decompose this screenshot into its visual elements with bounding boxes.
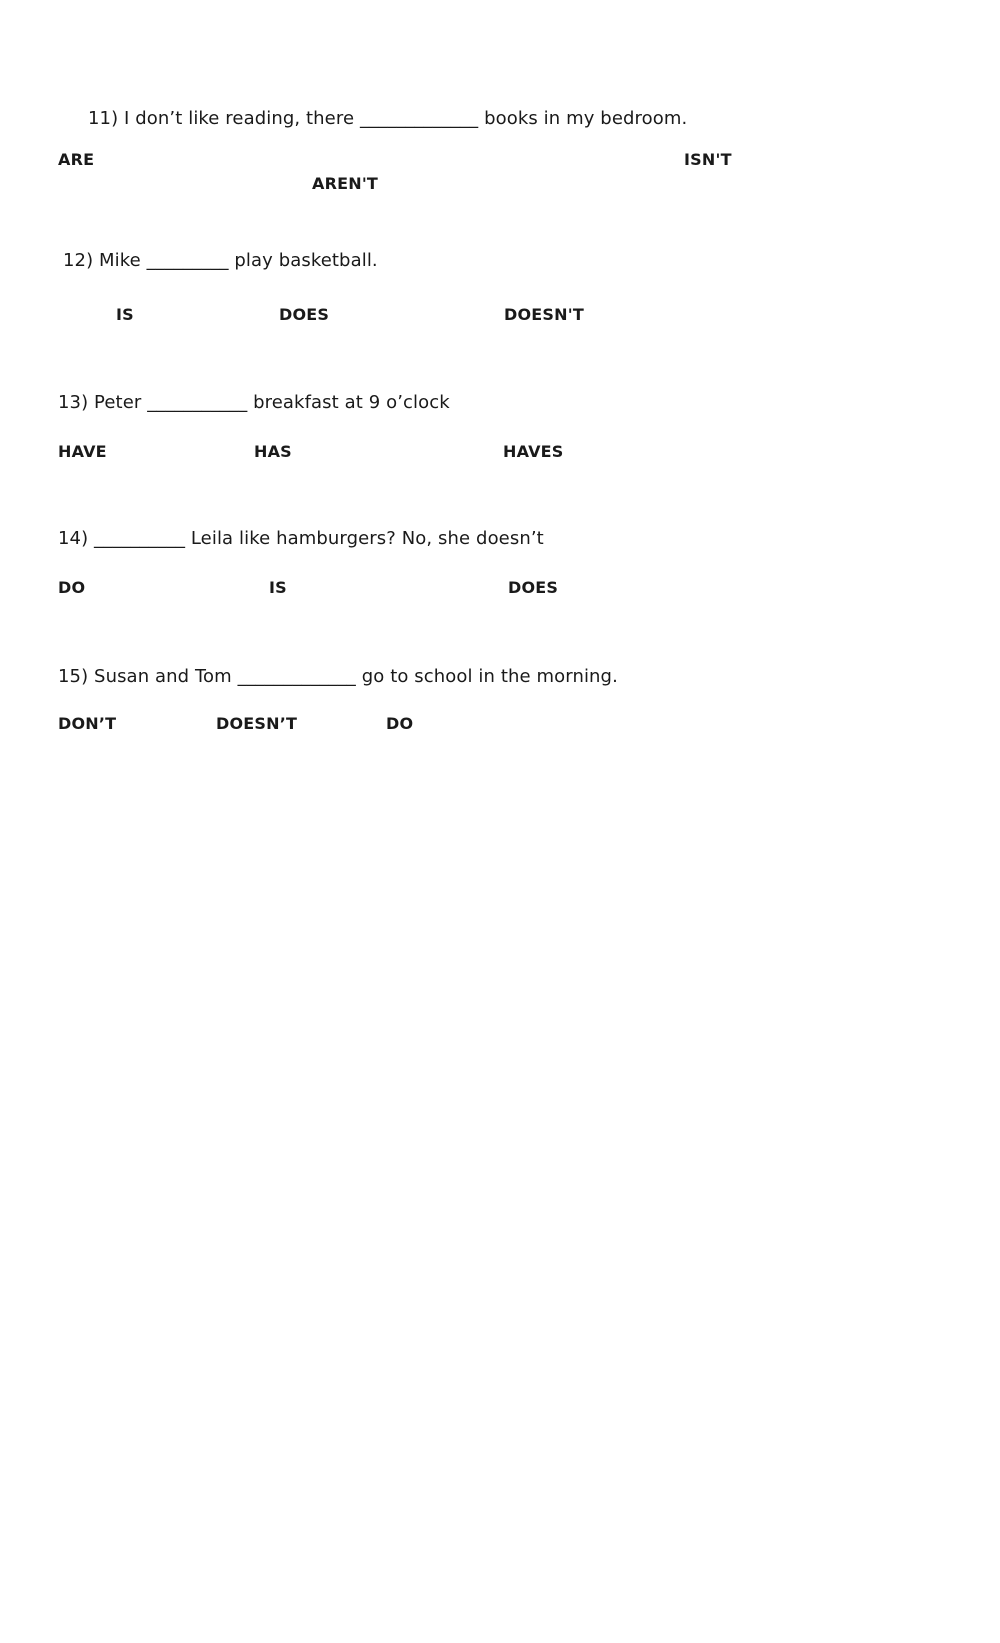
question-14: 14) __________ Leila like hamburgers? No, she doesn’t	[58, 528, 544, 549]
option-14-does[interactable]: DOES	[508, 578, 559, 597]
option-11-isnt[interactable]: ISN'T	[684, 150, 732, 169]
option-11-arent[interactable]: AREN'T	[312, 174, 379, 193]
option-15-do[interactable]: DO	[386, 714, 414, 733]
option-15-dont[interactable]: DON’T	[58, 714, 117, 733]
question-15: 15) Susan and Tom _____________ go to school in the morning.	[58, 666, 618, 687]
question-13: 13) Peter ___________ breakfast at 9 o’clock	[58, 392, 450, 413]
option-15-doesnt[interactable]: DOESN’T	[216, 714, 298, 733]
option-13-has[interactable]: HAS	[254, 442, 292, 461]
question-11: 11) I don’t like reading, there _____________ books in my bedroom.	[88, 108, 688, 129]
option-11-are[interactable]: ARE	[58, 150, 95, 169]
option-13-haves[interactable]: HAVES	[503, 442, 564, 461]
question-12: 12) Mike _________ play basketball.	[63, 250, 378, 271]
option-14-is[interactable]: IS	[269, 578, 287, 597]
option-12-doesnt[interactable]: DOESN'T	[504, 305, 584, 324]
option-12-is[interactable]: IS	[116, 305, 134, 324]
option-14-do[interactable]: DO	[58, 578, 86, 597]
option-13-have[interactable]: HAVE	[58, 442, 107, 461]
option-12-does[interactable]: DOES	[279, 305, 330, 324]
